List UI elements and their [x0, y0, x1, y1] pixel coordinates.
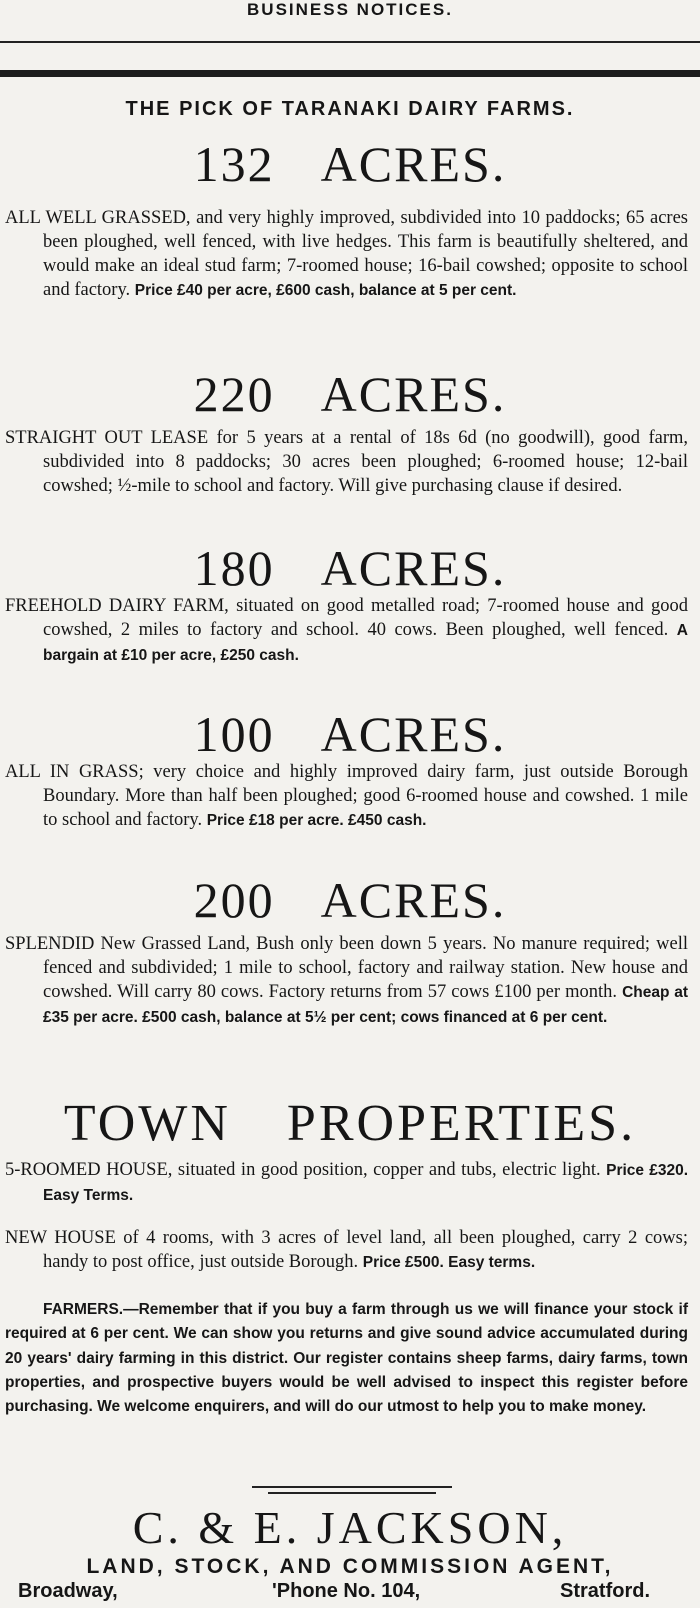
town-heading-right: PROPERTIES.: [286, 1095, 637, 1152]
firm-name: C. & E. JACKSON,: [132, 1502, 568, 1553]
listing-heading: [0, 138, 700, 190]
firm-town: Stratford.: [560, 1580, 650, 1602]
town-listing: [5, 1226, 688, 1275]
farmers-note: [5, 1298, 688, 1419]
listing-unit: ACRES.: [320, 136, 507, 192]
listing-description: [5, 932, 688, 1030]
listing-acreage: 180: [193, 540, 275, 596]
listing-heading: [0, 874, 700, 926]
listing-acreage: 132: [193, 136, 275, 192]
firm-phone: 'Phone No. 104,: [272, 1580, 421, 1602]
listing-text: SPLENDID New Grassed Land, Bush only been down 5 years. No manure required; well fenced and subdivided; 1 mile to school, factory and railway station. New house and cowshed. Will carry 80 cows. Factory returns from 57 cows £100 per month.: [5, 934, 688, 1002]
listing-unit: ACRES.: [320, 540, 507, 596]
heavy-rule: [0, 70, 700, 77]
section-header: BUSINESS NOTICES.: [247, 0, 453, 19]
firm-divider: [252, 1486, 452, 1488]
listing-description: [5, 760, 688, 833]
listing-terms: Price £18 per acre. £450 cash.: [206, 812, 427, 829]
listing-text: ALL IN GRASS; very choice and highly improved dairy farm, just outside Borough Boundary. More than half been ploughed; good 6-roomed house and cowshed. 1 mile to school and factory.: [5, 762, 688, 830]
listing-description: [5, 206, 688, 303]
listing-terms: Cheap at £35 per acre. £500 cash, balance at 5½ per cent; cows financed at 6 per cent.: [43, 984, 688, 1026]
farmers-note-text: FARMERS.—Remember that if you buy a farm through us we will finance your stock if required at 6 per cent. We can show you returns and give sound advice accumulated during 20 years' dairy farming in this district. Our register contains sheep farms, dairy farms, town properties, and prospective buyers would be well advised to inspect this register before purchasing. We welcome enquirers, and will do our utmost to help you to make money.: [5, 1301, 688, 1416]
town-properties-heading: [0, 1096, 700, 1152]
header-rule: [0, 41, 700, 43]
listing-terms: A bargain at £10 per acre, £250 cash.: [43, 622, 688, 664]
town-listing-terms: Price £500. Easy terms.: [362, 1254, 536, 1271]
listing-text: ALL WELL GRASSED, and very highly improved, subdivided into 10 paddocks; 65 acres been ploughed, well fenced, with live hedges. This farm is beautifully sheltered, and would make an ideal stud farm; 7-roomed house; 16-bail cowshed; opposite to school and factory.: [5, 208, 688, 300]
listing-unit: ACRES.: [320, 366, 507, 422]
firm-role: LAND, STOCK, AND COMMISSION AGENT,: [86, 1555, 614, 1578]
listing-terms: Price £40 per acre, £600 cash, balance at 5 per cent.: [134, 282, 517, 299]
listing-description: [5, 594, 688, 668]
firm-address: Broadway,: [18, 1580, 118, 1602]
lead-title: THE PICK OF TARANAKI DAIRY FARMS.: [125, 98, 575, 120]
firm-divider: [268, 1492, 436, 1494]
listing-heading: [0, 708, 700, 760]
listing-text: STRAIGHT OUT LEASE for 5 years at a rental of 18s 6d (no goodwill), good farm, subdivided into 8 paddocks; 30 acres been ploughed; 6-roomed house; 12-bail cowshed; ½-mile to school and factory. Will give purchasing clause if desired.: [5, 428, 688, 496]
firm-contact-line: [0, 1580, 700, 1608]
town-listing-text: 5-ROOMED HOUSE, situated in good position, copper and tubs, electric light.: [5, 1160, 601, 1180]
town-listing-text: NEW HOUSE of 4 rooms, with 3 acres of level land, all been ploughed, carry 2 cows; handy to post office, just outside Borough.: [5, 1228, 688, 1272]
town-heading-left: TOWN: [63, 1095, 231, 1152]
listing-acreage: 200: [193, 872, 275, 928]
town-listing-terms: Price £320. Easy Terms.: [43, 1162, 689, 1204]
listing-heading: [0, 542, 700, 594]
listing-acreage: 220: [193, 366, 275, 422]
listing-acreage: 100: [193, 706, 275, 762]
listing-heading: [0, 368, 700, 420]
listing-description: [5, 426, 688, 499]
listing-text: FREEHOLD DAIRY FARM, situated on good metalled road; 7-roomed house and good cowshed, 2 miles to factory and school. 40 cows. Been ploughed, well fenced.: [5, 596, 688, 640]
listing-unit: ACRES.: [320, 706, 507, 762]
listing-unit: ACRES.: [320, 872, 507, 928]
town-listing: [5, 1158, 688, 1208]
